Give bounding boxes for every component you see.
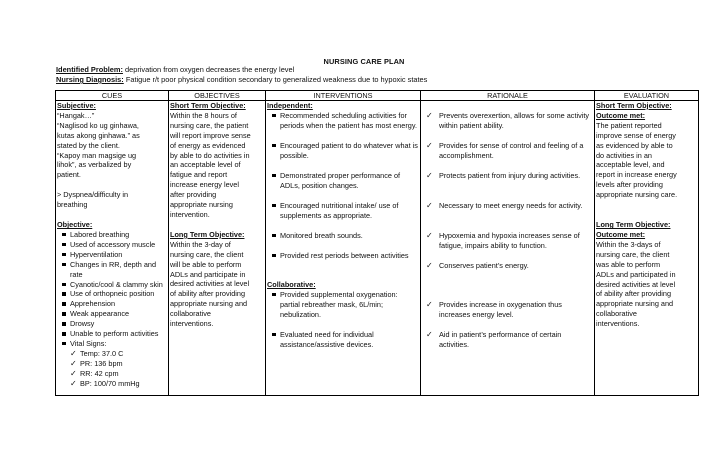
header-cues: CUES — [56, 91, 169, 101]
long-term-evaluation-label: Long Term Objective: — [596, 220, 671, 230]
subjective-line: “Kapoy man magsige ug — [57, 150, 137, 160]
identified-problem-text: deprivation from oxygen decreases the energy level — [122, 65, 295, 74]
interventions-cell — [266, 101, 421, 396]
list-item: Demonstrated proper performance of ADLs, position changes. — [267, 171, 419, 201]
vital-sign: ✓ Temp: 37.0 C — [70, 349, 167, 359]
vital-signs-list — [57, 349, 167, 389]
list-item: Provided rest periods between activities — [267, 251, 419, 280]
subjective-line: lihok”, as verbalized by — [57, 160, 132, 170]
list-item: ✓ Hypoxemia and hypoxia increases sense of fatigue, impairs ability to function. — [422, 231, 593, 261]
list-item: ✓ Provides for sense of control and feeling of a accomplishment. — [422, 141, 593, 171]
objective-line: fatigue and report — [170, 170, 228, 180]
short-term-objective-label: Short Term Objective: — [170, 101, 246, 110]
evaluation-line: Within the 3-days of — [596, 239, 661, 249]
list-item: Monitored breath sounds. — [267, 231, 419, 251]
evaluation-line: report in increase energy — [596, 170, 677, 180]
list-item: Unable to perform activities — [57, 329, 167, 339]
list-item: Recommended scheduling activities for periods when the patient has most energy. — [267, 111, 419, 141]
evaluation-line: ADLs and participated in — [596, 269, 676, 279]
objective-line: intervention. — [170, 209, 210, 219]
objectives-cell — [169, 101, 266, 396]
objective-line: of energy as evidenced — [170, 140, 246, 150]
vital-sign: ✓ BP: 100/70 mmHg — [70, 379, 167, 389]
evaluation-line: acceptable level, and — [596, 160, 665, 170]
objective-line: nursing care, the client — [170, 249, 244, 259]
header-interventions: INTERVENTIONS — [266, 91, 421, 101]
subjective-line: stated by the client. — [57, 140, 120, 150]
table-header-row — [56, 91, 699, 101]
list-item: Use of orthopneic position — [57, 289, 167, 299]
collaborative-list — [267, 290, 419, 350]
header-rationale: RATIONALE — [421, 91, 595, 101]
list-item: Encouraged patient to do whatever what is possible. — [267, 141, 419, 171]
objective-line: appropriate nursing — [170, 200, 233, 210]
objective-line: nursing care, the patient — [170, 120, 249, 130]
evaluation-line: interventions. — [596, 319, 640, 329]
cues-cell — [56, 101, 169, 396]
list-item: Weak appearance — [57, 309, 167, 319]
evaluation-line: was able to perform — [596, 259, 661, 269]
list-item: Vital Signs: — [57, 339, 167, 349]
evaluation-line: appropriate nursing care. — [596, 190, 678, 200]
list-item: Changes in RR, depth and rate — [57, 260, 167, 280]
list-item: Used of accessory muscle — [57, 240, 167, 250]
objective-line: interventions. — [170, 319, 214, 329]
list-item: Hyperventilation — [57, 250, 167, 260]
table-row — [56, 101, 699, 396]
objective-line: desired activities at level — [170, 279, 250, 289]
list-item: Cyanotic/cool & clammy skin — [57, 280, 167, 290]
objective-line: Within the 8 hours of — [170, 110, 237, 120]
evaluation-line: The patient reported — [596, 120, 662, 130]
vital-sign: ✓ PR: 136 bpm — [70, 359, 167, 369]
list-item: ✓ Aid in patient’s performance of certain activities. — [422, 330, 593, 350]
objective-line: after providing — [170, 190, 217, 200]
list-item: ✓ Provides increase in oxygenation thus increases energy level. — [422, 300, 593, 330]
dyspnea-line: breathing — [57, 200, 88, 210]
identified-problem-label: Identified Problem: — [56, 65, 123, 74]
objective-line: Within the 3-day of — [170, 239, 231, 249]
objective-line: will report improve sense — [170, 130, 251, 140]
evaluation-line: levels after providing — [596, 180, 663, 190]
list-item: Encouraged nutritional intake/ use of supplements as appropriate. — [267, 201, 419, 231]
nursing-diagnosis-text: Fatigue r/t poor physical condition secondary to generalized weakness due to hypoxic states — [123, 75, 428, 84]
list-item: Evaluated need for individual assistance/assistive devices. — [267, 330, 419, 350]
evaluation-line: nursing care, the client — [596, 249, 670, 259]
identified-problem — [56, 65, 294, 75]
objective-line: ADLs and participate in — [170, 269, 246, 279]
subjective-line: “Naglisod ko ug ginhawa, — [57, 120, 139, 130]
list-item: ✓ Prevents overexertion, allows for some activity within patient ability. — [422, 111, 593, 141]
evaluation-line: do activities in an — [596, 150, 652, 160]
list-item: Drowsy — [57, 319, 167, 329]
objective-line: increase energy level — [170, 180, 239, 190]
evaluation-line: as evidenced by able to — [596, 140, 673, 150]
objective-line: appropriate nursing and — [170, 299, 248, 309]
list-item: Labored breathing — [57, 230, 167, 240]
evaluation-line: desired activities at level — [596, 279, 676, 289]
subjective-label: Subjective: — [57, 101, 96, 110]
page-title: NURSING CARE PLAN — [323, 57, 405, 66]
nursing-diagnosis-label: Nursing Diagnosis: — [56, 75, 124, 84]
objective-line: collaborative — [170, 309, 211, 319]
evaluation-line: collaborative — [596, 309, 637, 319]
evaluation-line: appropriate nursing and — [596, 299, 674, 309]
subjective-line: patient. — [57, 170, 81, 180]
rationale-list — [422, 111, 593, 350]
nursing-diagnosis — [56, 75, 427, 85]
header-evaluation: EVALUATION — [595, 91, 699, 101]
objective-line: of ability after providing — [170, 289, 246, 299]
objective-line: will be able to perform — [170, 259, 242, 269]
short-term-evaluation-label: Short Term Objective: — [596, 101, 672, 110]
objective-line: an acceptable level of — [170, 160, 241, 170]
list-item: ✓ Necessary to meet energy needs for activity. — [422, 201, 593, 231]
long-term-objective-label: Long Term Objective: — [170, 229, 245, 239]
subjective-line: kutas akong ginhawa.” as — [57, 130, 140, 140]
vital-sign: ✓ RR: 42 cpm — [70, 369, 167, 379]
collaborative-label: Collaborative: — [267, 279, 316, 289]
rationale-cell — [421, 101, 595, 396]
care-plan-table — [55, 90, 699, 396]
header-objectives: OBJECTIVES — [169, 91, 266, 101]
evaluation-line: of ability after providing — [596, 289, 672, 299]
list-item: ✓ Protects patient from injury during activities. — [422, 171, 593, 201]
independent-list — [267, 111, 419, 280]
objective-line: by able to do activities in — [170, 150, 250, 160]
list-item: ✓ Conserves patient’s energy. — [422, 261, 593, 290]
independent-label: Independent: — [267, 101, 313, 110]
objective-label: Objective: — [57, 220, 93, 230]
evaluation-line: improve sense of energy — [596, 130, 676, 140]
dyspnea-line: > Dyspnea/difficulty in — [57, 190, 129, 200]
evaluation-cell — [595, 101, 699, 396]
outcome-met-label: Outcome met: — [596, 110, 646, 120]
objective-list — [57, 230, 167, 349]
subjective-line: “Hangak…” — [57, 110, 95, 120]
list-item: Apprehension — [57, 299, 167, 309]
list-item: Provided supplemental oxygenation: partial rebreather mask, 6L/min; nebulization. — [267, 290, 419, 330]
outcome-met-label: Outcome met: — [596, 229, 646, 239]
